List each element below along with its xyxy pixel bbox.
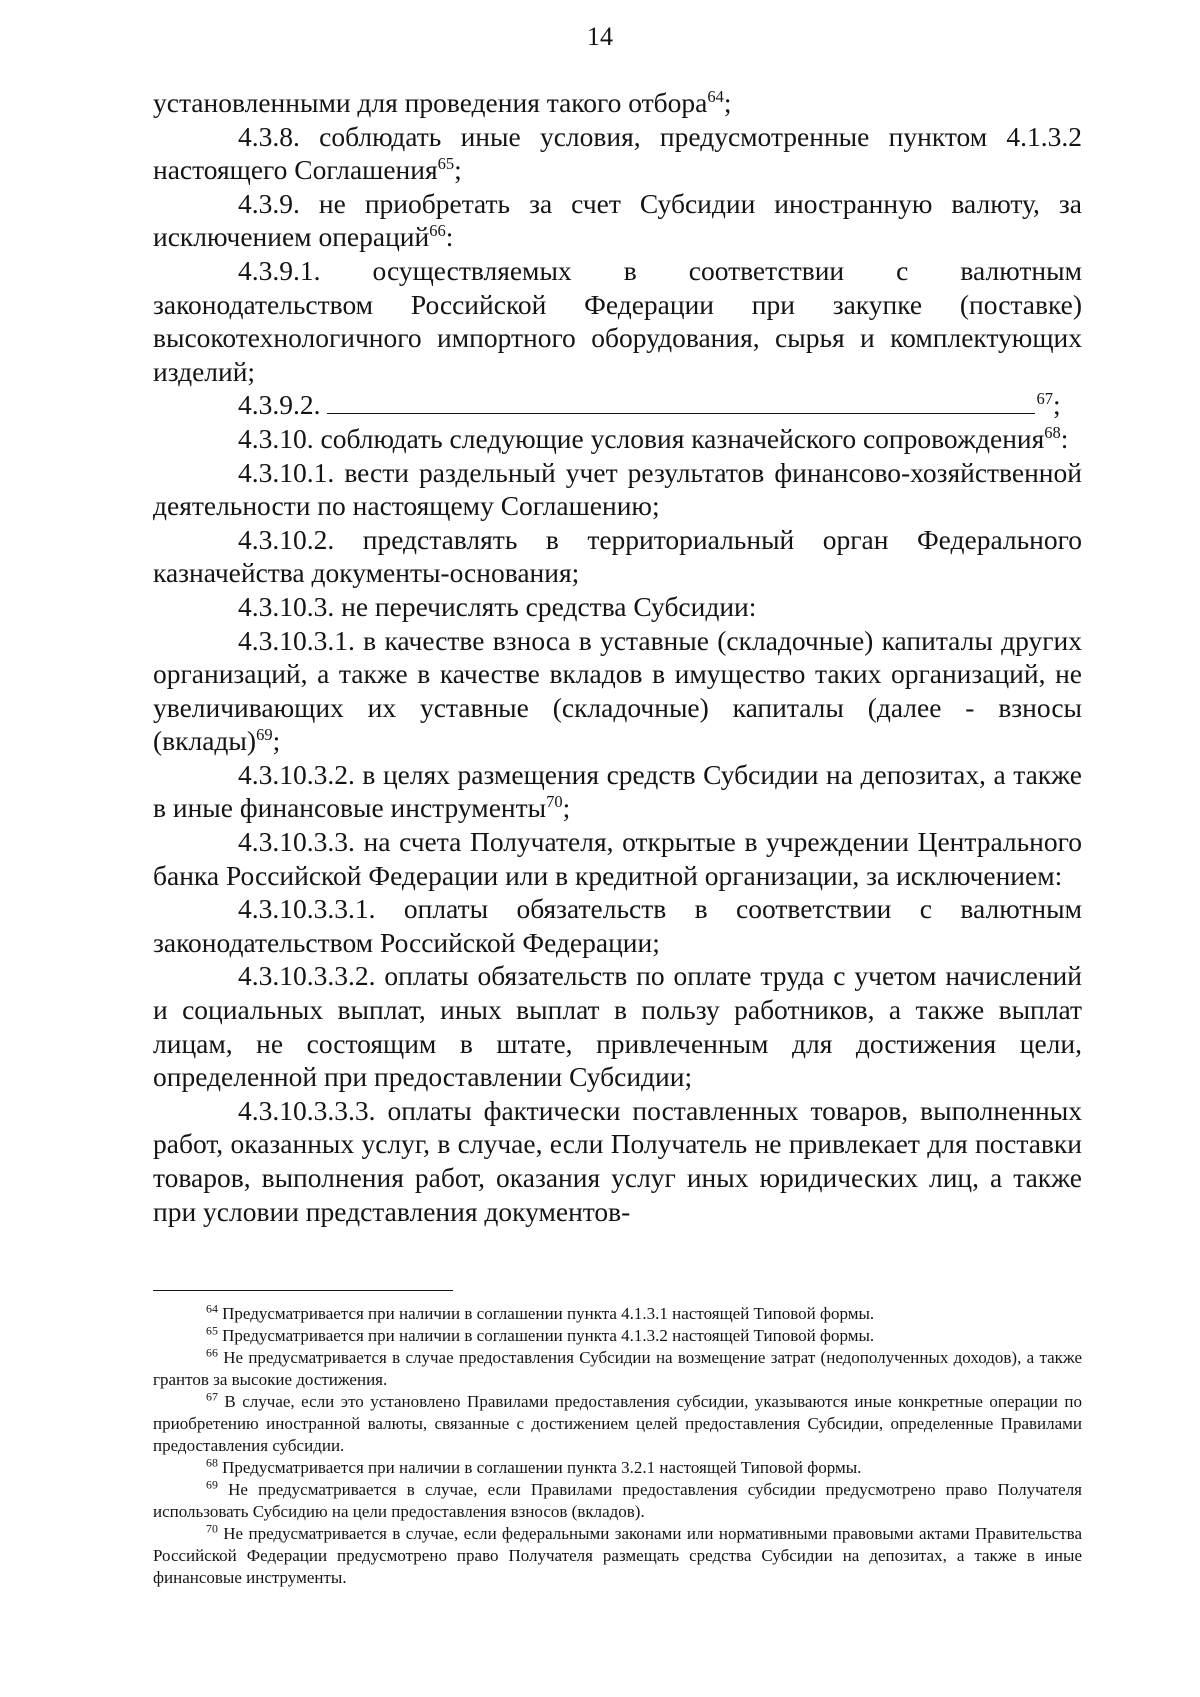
paragraph-p0 (153, 86, 1082, 120)
paragraph-p4 (153, 388, 1082, 422)
paragraph-p5 (153, 422, 1082, 456)
footnote-text: Не предусматривается в случае, если федеральными законами или нормативными правовыми актами Правительства Российской Федерации предусмотрено право Получателя размещать средства Субсидии на депозитах, а также в иные финансовые инструменты. (153, 1524, 1083, 1587)
footnote-70 (153, 1523, 1082, 1589)
footnote-text: Предусматривается при наличии в соглашении пункта 3.2.1 настоящей Типовой формы. (222, 1458, 862, 1477)
paragraph-text: 4.3.9.1. осуществляемых в соответствии с валютным законодательством Российской Федерации при закупке (поставке) высокотехнологичного импортного оборудования, сырья и комплектующих изделий; (153, 254, 1082, 387)
paragraph-punctuation: ; (723, 87, 732, 118)
paragraph-punctuation: ; (562, 792, 571, 824)
paragraph-text: 4.3.8. соблюдать иные условия, предусмотренные пунктом 4.1.3.2 настоящего Соглашения (153, 120, 1082, 186)
footnotes (153, 1303, 1082, 1589)
footnote-text: Не предусматривается в случае, если Правилами предоставления субсидии предусмотрено право Получателя использовать Субсидию на цели предоставления взносов (вкладов). (153, 1480, 1083, 1521)
paragraph-p12 (153, 892, 1082, 959)
paragraph-punctuation: ; (1053, 389, 1061, 421)
footnote-ref: 65 (437, 154, 455, 174)
paragraph-text: 4.3.10.3.3.2. оплаты обязательств по оплате труда с учетом начислений и социальных выплат, иных выплат в пользу работников, а также выплат лицам, не состоящим в штате, привлеченным для достижения цели, определенной при предоставлении Субсидии; (153, 960, 1082, 1093)
footnote-ref: 66 (429, 221, 446, 241)
footnote-69 (153, 1479, 1082, 1523)
paragraph-p2 (153, 187, 1082, 254)
paragraph-text: 4.3.10.2. представлять в территориальный орган Федерального казначейства документы-основания; (153, 523, 1082, 589)
footnote-64 (153, 1303, 1082, 1325)
paragraph-punctuation: ; (454, 154, 462, 186)
paragraph-text: 4.3.9. не приобретать за счет Субсидии иностранную валюту, за исключением операций (153, 187, 1082, 253)
paragraph-p11 (153, 825, 1082, 892)
paragraph-punctuation: ; (272, 725, 281, 757)
footnote-ref: 64 (707, 86, 724, 106)
footnote-number: 70 (206, 1521, 218, 1536)
paragraph-punctuation: : (1060, 422, 1069, 454)
footnote-number: 66 (206, 1345, 218, 1360)
footnote-text: В случае, если это установлено Правилами предоставления субсидии, указываются иные конкретные операции по приобретению иностранной валюты, связанные с достижением целей предоставления Субсидии, определенные Правилами предоставления субсидии. (153, 1392, 1082, 1455)
footnote-number: 69 (206, 1477, 218, 1492)
paragraph-text: 4.3.10.3.3. на счета Получателя, открытые в учреждении Центрального банка Российской Федерации или в кредитной организации, за исключением: (153, 826, 1082, 891)
paragraph-p13 (153, 959, 1082, 1093)
paragraph-p10 (153, 758, 1082, 825)
paragraph-text: установленными для проведения такого отбора (153, 87, 708, 118)
footnote-number: 65 (206, 1323, 218, 1338)
footnote-number: 64 (206, 1301, 218, 1316)
paragraph-text: 4.3.10.3. не перечислять средства Субсидии: (238, 590, 757, 622)
fill-in-blank (327, 393, 1035, 414)
paragraph-p6 (153, 456, 1082, 523)
paragraph-text: 4.3.10.3.1. в качестве взноса в уставные (складочные) капиталы других организаций, а также в качестве вкладов в имущество таких организаций, не увеличивающих их уставные (складочные) капиталы (далее - взносы (вклады) (153, 624, 1082, 757)
page-number: 14 (587, 22, 613, 51)
footnote-number: 67 (206, 1389, 218, 1404)
footnote-text: Предусматривается при наличии в соглашении пункта 4.1.3.2 настоящей Типовой формы. (222, 1326, 875, 1345)
paragraph-p7 (153, 523, 1082, 590)
paragraph-p3 (153, 254, 1082, 388)
footnote-separator (153, 1290, 453, 1291)
footnote-text: Предусматривается при наличии в соглашении пункта 4.1.3.1 настоящей Типовой формы. (222, 1304, 875, 1323)
paragraph-text: 4.3.10.3.3.1. оплаты обязательств в соответствии с валютным законодательством Российской Федерации; (153, 893, 1082, 958)
footnote-ref: 70 (546, 792, 563, 812)
paragraph-text: 4.3.10. соблюдать следующие условия казначейского сопровождения (238, 422, 1045, 454)
footnote-ref: 69 (256, 725, 273, 745)
footnote-ref: 67 (1036, 389, 1053, 409)
paragraph-p1 (153, 120, 1082, 187)
footnote-66 (153, 1347, 1082, 1391)
footnote-text: Не предусматривается в случае предоставления Субсидии на возмещение затрат (недополученных доходов), а также грантов за высокие достижения. (153, 1348, 1082, 1389)
paragraph-text: 4.3.10.3.3.3. оплаты фактически поставленных товаров, выполненных работ, оказанных услуг, в случае, если Получатель не привлекает для поставки товаров, выполнения работ, оказания услуг иных юридических лиц, а также при условии представления документов- (153, 1094, 1082, 1227)
paragraph-text: 4.3.10.3.2. в целях размещения средств Субсидии на депозитах, а также в иные финансовые инструменты (153, 758, 1082, 824)
main-text (153, 86, 1082, 1228)
footnote-65 (153, 1325, 1082, 1347)
footnote-ref: 68 (1044, 422, 1061, 442)
paragraph-punctuation: : (445, 221, 454, 253)
paragraph-p8 (153, 590, 1082, 624)
paragraph-p9 (153, 624, 1082, 758)
footnote-68 (153, 1457, 1082, 1479)
paragraph-text: 4.3.9.2. (238, 389, 321, 421)
footnote-67 (153, 1391, 1082, 1457)
footnote-number: 68 (206, 1455, 218, 1470)
paragraph-p14 (153, 1094, 1082, 1228)
paragraph-text: 4.3.10.1. вести раздельный учет результатов финансово-хозяйственной деятельности по настоящему Соглашению; (153, 456, 1082, 522)
